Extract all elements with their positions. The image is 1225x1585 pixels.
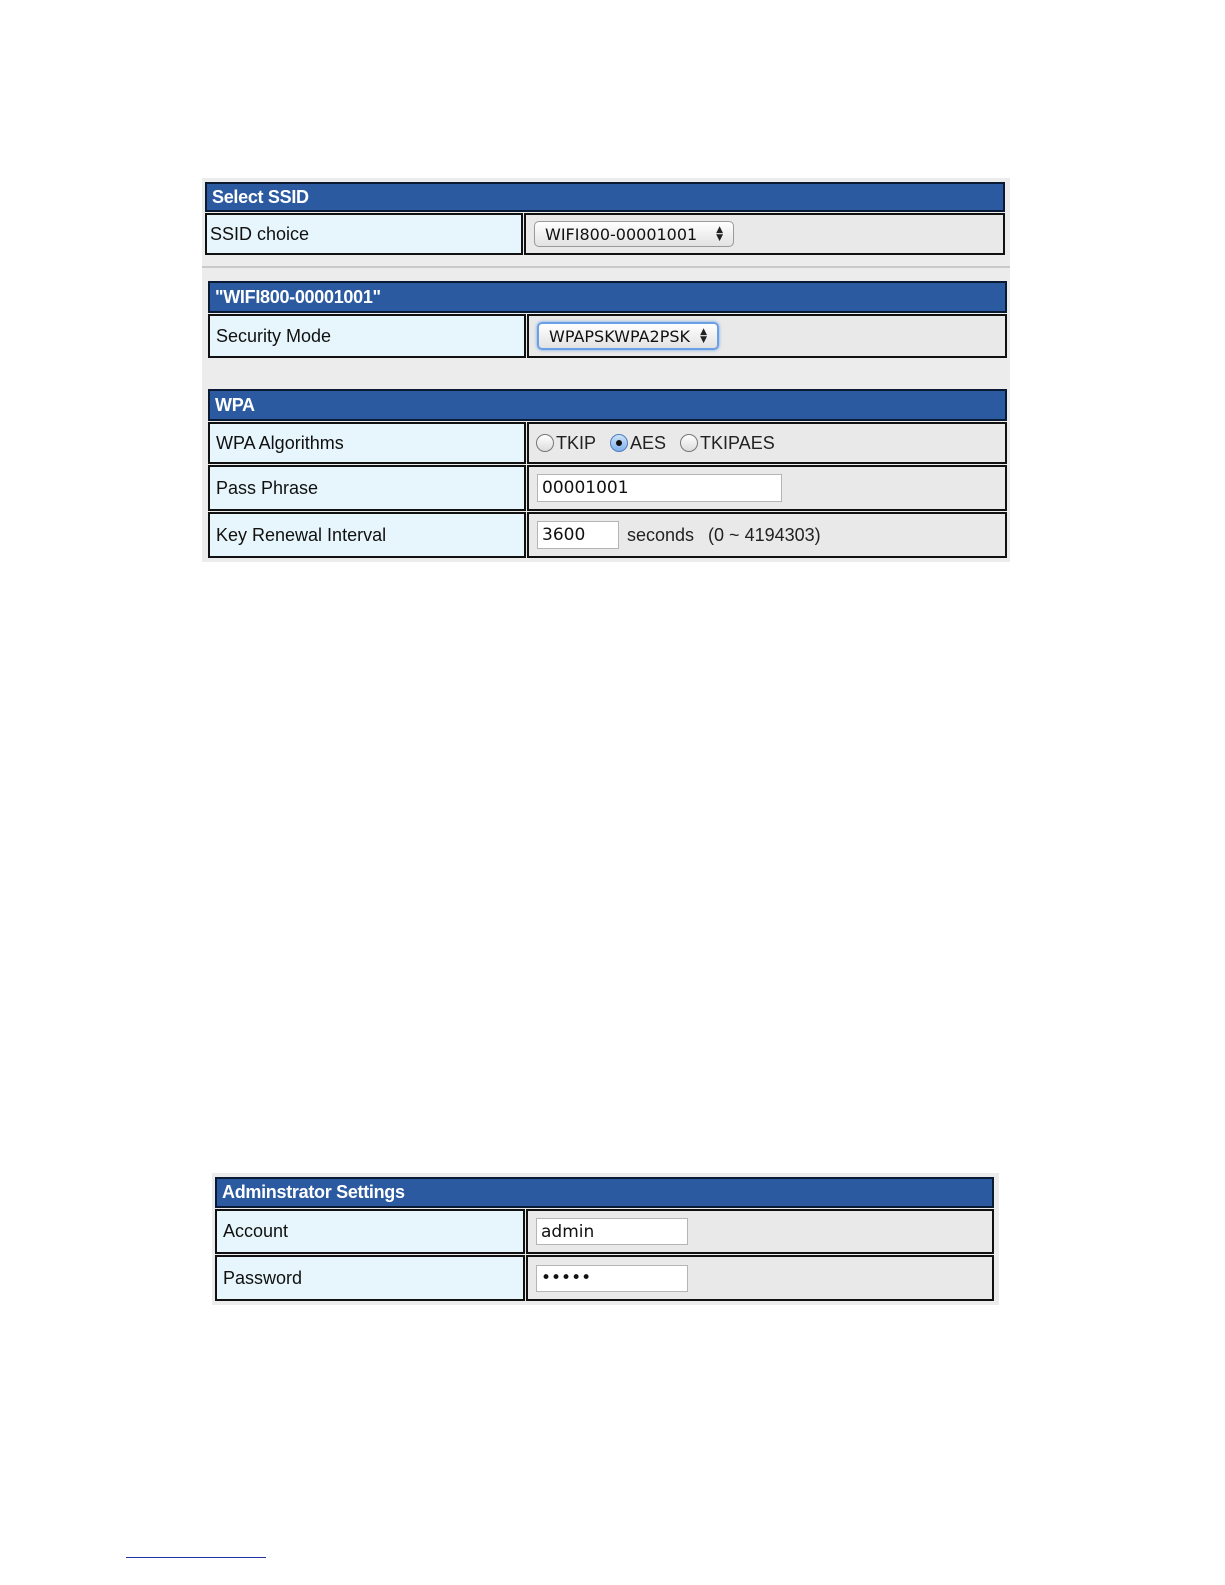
- algorithm-tkipaes-label: TKIPAES: [700, 432, 775, 453]
- wpa-header: WPA: [208, 389, 1007, 421]
- key-renewal-input[interactable]: 3600: [537, 521, 619, 549]
- ssid-choice-label: SSID choice: [205, 213, 523, 255]
- section-divider: [202, 266, 1010, 268]
- select-arrows-icon: ▲ ▼: [716, 225, 723, 243]
- select-ssid-header: Select SSID: [205, 182, 1005, 212]
- password-label: Password: [215, 1255, 525, 1301]
- key-renewal-range: (0 ~ 4194303): [708, 524, 821, 545]
- wpa-algorithms-label: WPA Algorithms: [208, 422, 526, 464]
- password-input[interactable]: •••••: [536, 1265, 688, 1292]
- key-renewal-unit: seconds: [627, 524, 695, 545]
- algorithm-tkip-label: TKIP: [556, 432, 597, 453]
- pass-phrase-label: Pass Phrase: [208, 465, 526, 511]
- radio-aes[interactable]: [610, 434, 628, 452]
- ssid-choice-cell: [524, 213, 1005, 255]
- algorithm-option-aes[interactable]: [610, 433, 666, 454]
- ssid-choice-value: WIFI800-00001001: [545, 224, 698, 244]
- account-input[interactable]: admin: [536, 1218, 688, 1245]
- account-label: Account: [215, 1209, 525, 1254]
- radio-tkip[interactable]: [536, 434, 554, 452]
- security-mode-label: Security Mode: [208, 314, 526, 358]
- key-renewal-cell: [527, 512, 1007, 558]
- account-cell: [526, 1209, 994, 1254]
- pass-phrase-input[interactable]: 00001001: [537, 474, 782, 502]
- admin-settings-header: Adminstrator Settings: [215, 1177, 994, 1208]
- algorithm-option-tkip[interactable]: [536, 433, 596, 454]
- ssid-section-header: "WIFI800-00001001": [208, 281, 1007, 313]
- footnote-separator: [126, 1557, 266, 1558]
- wpa-algorithms-cell: [527, 422, 1007, 464]
- security-mode-value: WPAPSKWPA2PSK: [549, 326, 690, 346]
- ssid-choice-select[interactable]: [534, 221, 734, 247]
- radio-tkipaes[interactable]: [680, 434, 698, 452]
- algorithm-option-tkipaes[interactable]: [680, 433, 775, 454]
- password-cell: [526, 1255, 994, 1301]
- key-renewal-label: Key Renewal Interval: [208, 512, 526, 558]
- security-mode-select[interactable]: [537, 322, 719, 350]
- security-mode-cell: [527, 314, 1007, 358]
- algorithm-aes-label: AES: [630, 432, 667, 453]
- select-arrows-icon: ▲ ▼: [700, 327, 707, 345]
- pass-phrase-cell: [527, 465, 1007, 511]
